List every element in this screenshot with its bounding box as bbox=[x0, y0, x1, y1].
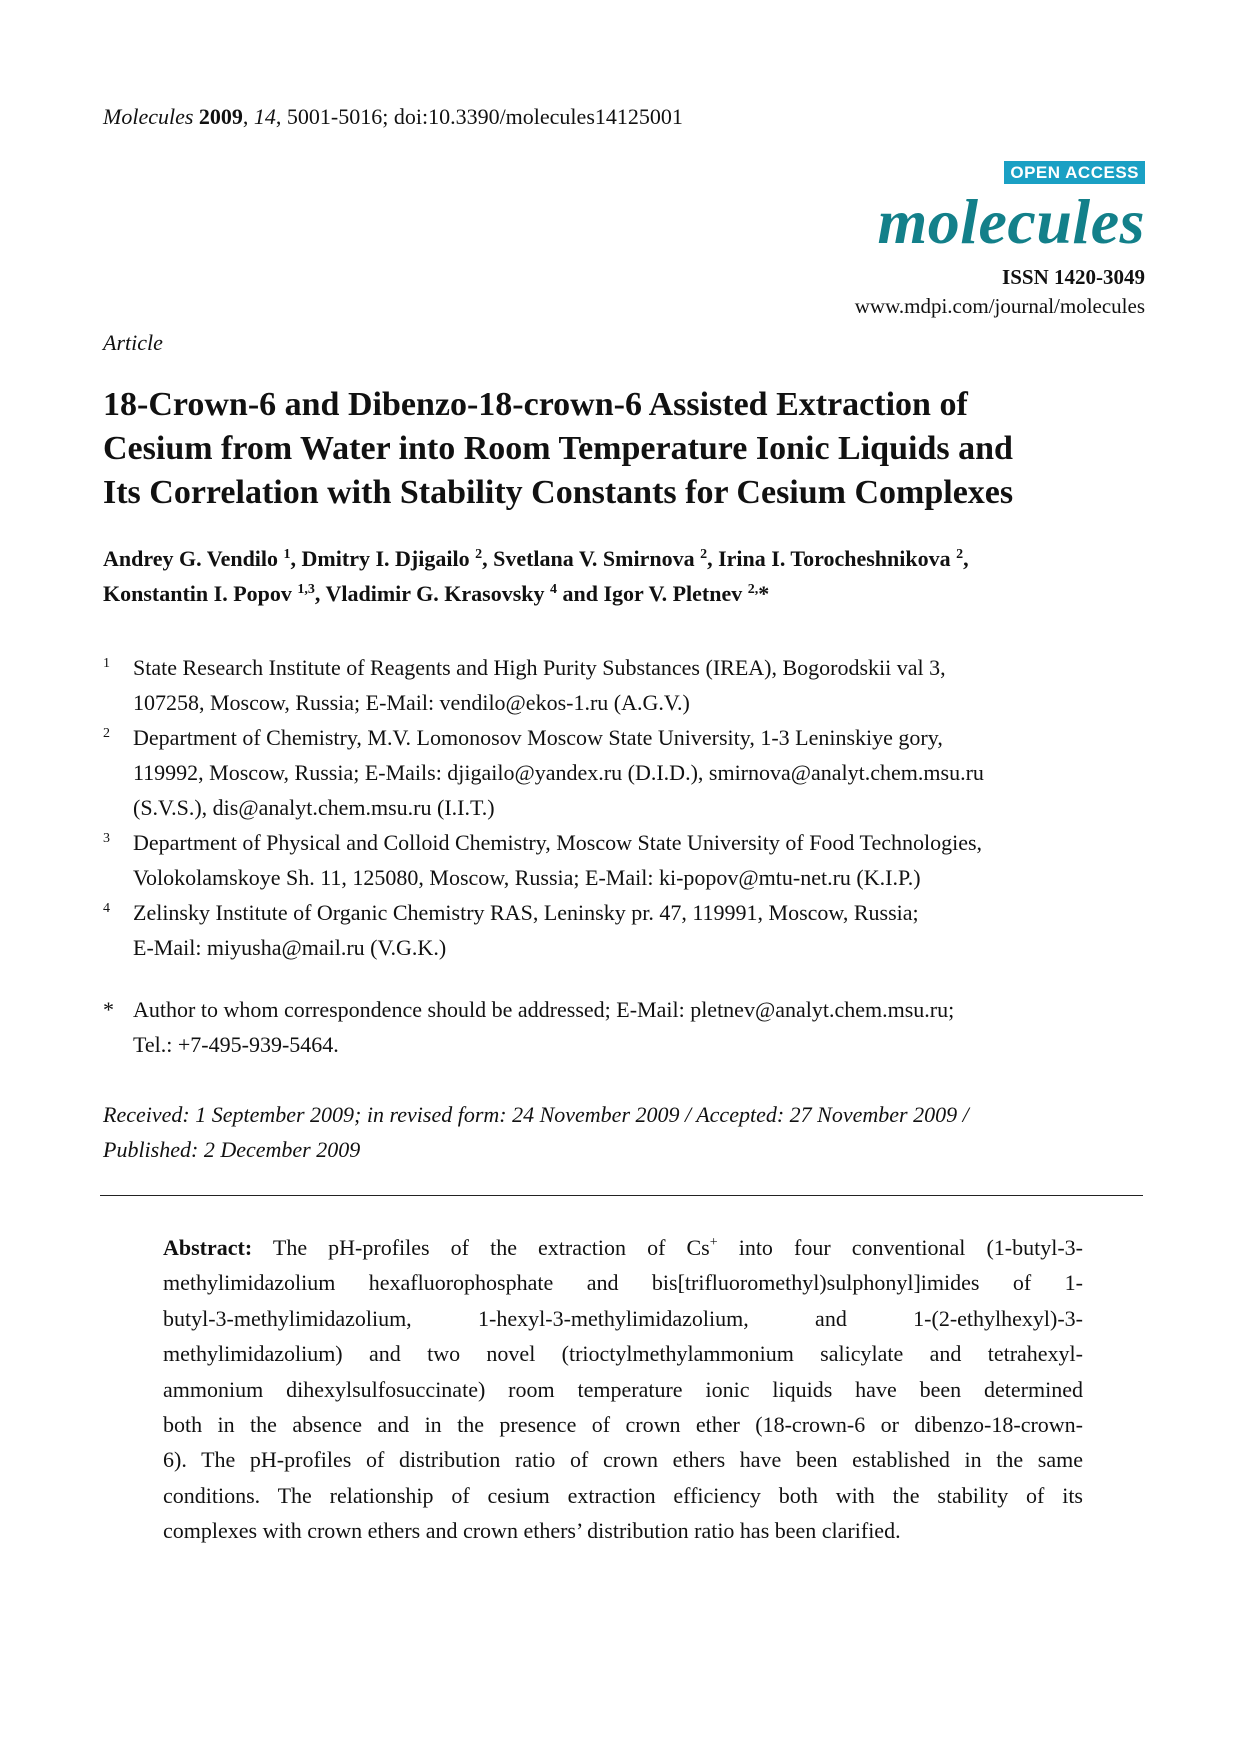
affiliation-line: Department of Physical and Colloid Chemistry, Moscow State University of Food Technologies, bbox=[133, 830, 983, 855]
section-divider bbox=[100, 1195, 1143, 1196]
affiliation-number: 3 bbox=[103, 831, 110, 846]
citation-line: Molecules 2009, 14, 5001-5016; doi:10.3390/molecules14125001 bbox=[103, 104, 683, 129]
affiliation-text bbox=[133, 720, 1143, 825]
author-affiliation-mark: 2 bbox=[475, 547, 483, 562]
abstract-line: butyl-3-methylimidazolium, 1-hexyl-3-methylimidazolium, and 1-(2-ethylhexyl)-3- bbox=[163, 1305, 1083, 1331]
issn: ISSN 1420-3049 bbox=[1002, 265, 1145, 289]
journal-website-link[interactable]: www.mdpi.com/journal/molecules bbox=[854, 294, 1145, 318]
publication-dates bbox=[103, 1097, 1143, 1167]
author-list bbox=[103, 541, 1143, 611]
citation-volume: 14 bbox=[253, 104, 276, 129]
abstract-line: ammonium dihexylsulfosuccinate) room temperature ionic liquids have been determined bbox=[163, 1376, 1083, 1402]
affiliation-number: 2 bbox=[103, 726, 110, 741]
correspondence-mark: * bbox=[103, 997, 114, 1022]
open-access-badge: OPEN ACCESS bbox=[1004, 161, 1145, 184]
author-name: Irina I. Torocheshnikova bbox=[718, 546, 951, 571]
affiliation-4 bbox=[103, 895, 1143, 965]
citation-pages-doi: , 5001-5016; doi:10.3390/molecules14125001 bbox=[275, 104, 683, 129]
affiliation-line: (S.V.S.), dis@analyt.chem.msu.ru (I.I.T.) bbox=[133, 795, 495, 820]
title-line: Its Correlation with Stability Constants for Cesium Complexes bbox=[103, 474, 1014, 511]
abstract-line: methylimidazolium) and two novel (trioctylmethylammonium salicylate and tetrahexyl- bbox=[163, 1341, 1083, 1367]
affiliation-line: 107258, Moscow, Russia; E-Mail: vendilo@ekos-1.ru (A.G.V.) bbox=[133, 690, 690, 715]
affiliation-2 bbox=[103, 720, 1143, 825]
author-name: Svetlana V. Smirnova bbox=[493, 546, 695, 571]
author-line: Andrey G. Vendilo $^1$, Dmitry I. Djigailo $^2$, Svetlana V. Smirnova $^2$, Irina I. Torocheshnikova $^2$, bbox=[103, 546, 969, 571]
author-affiliation-mark: 2 bbox=[956, 547, 964, 562]
dates-line: Received: 1 September 2009; in revised form: 24 November 2009 / Accepted: 27 November 2009 / bbox=[103, 1102, 969, 1127]
dates-line: Published: 2 December 2009 bbox=[103, 1137, 361, 1162]
affiliation-line: Volokolamskoye Sh. 11, 125080, Moscow, Russia; E-Mail: ki-popov@mtu-net.ru (K.I.P.) bbox=[133, 865, 921, 890]
abstract-text: into four conventional (1-butyl-3- bbox=[717, 1235, 1083, 1260]
article-type: Article bbox=[103, 330, 163, 355]
paper-title bbox=[103, 383, 1143, 515]
title-line: 18-Crown-6 and Dibenzo-18-crown-6 Assisted Extraction of bbox=[103, 386, 968, 423]
citation-journal: Molecules bbox=[103, 104, 194, 129]
correspondence-line: Tel.: +7-495-939-5464. bbox=[133, 1032, 339, 1057]
affiliation-line: Zelinsky Institute of Organic Chemistry RAS, Leninsky pr. 47, 119991, Moscow, Russia; bbox=[133, 900, 919, 925]
affiliation-line: 119992, Moscow, Russia; E-Mails: djigailo@yandex.ru (D.I.D.), smirnova@analyt.chem.msu.ru bbox=[133, 760, 984, 785]
affiliation-text bbox=[133, 895, 1143, 965]
abstract-line bbox=[163, 1230, 1083, 1265]
correspondence-text bbox=[133, 992, 1143, 1062]
author-line: Konstantin I. Popov $^{1,3}$, Vladimir G. Krasovsky $^4$ and Igor V. Pletnev $^{2,}$* bbox=[103, 581, 770, 606]
affiliation-line: E-Mail: miyusha@mail.ru (V.G.K.) bbox=[133, 935, 447, 960]
abstract-line: complexes with crown ethers and crown ethers’ distribution ratio has been clarified. bbox=[163, 1518, 901, 1544]
cesium-charge: + bbox=[709, 1235, 718, 1250]
author-name: Dmitry I. Djigailo bbox=[301, 546, 470, 571]
abstract-line: both in the absence and in the presence of crown ether (18-crown-6 or dibenzo-18-crown- bbox=[163, 1412, 1083, 1438]
author-name: Andrey G. Vendilo bbox=[103, 546, 279, 571]
journal-logo: molecules bbox=[877, 186, 1145, 257]
citation-year: 2009 bbox=[198, 104, 243, 129]
correspondence-note bbox=[103, 992, 1143, 1062]
author-name: Igor V. Pletnev bbox=[603, 581, 743, 606]
abstract-line: 6). The pH-profiles of distribution ratio of crown ethers have been established in the same bbox=[163, 1447, 1083, 1473]
affiliation-1 bbox=[103, 650, 1143, 720]
affiliation-3 bbox=[103, 825, 1143, 895]
abstract-line: methylimidazolium hexafluorophosphate and bis[trifluoromethyl)sulphonyl]imides of 1- bbox=[163, 1270, 1083, 1296]
affiliation-line: Department of Chemistry, M.V. Lomonosov Moscow State University, 1-3 Leninskiye gory, bbox=[133, 725, 943, 750]
affiliation-line: State Research Institute of Reagents and High Purity Substances (IREA), Bogorodskii val 3, bbox=[133, 655, 946, 680]
title-line: Cesium from Water into Room Temperature Ionic Liquids and bbox=[103, 430, 1013, 467]
author-affiliation-mark: 1 bbox=[283, 547, 291, 562]
author-conjunction: and bbox=[562, 581, 598, 606]
abstract-text: The pH-profiles of the extraction of Cs bbox=[272, 1235, 710, 1260]
author-affiliation-mark: 1,3 bbox=[297, 582, 315, 597]
abstract-label: Abstract: bbox=[163, 1235, 253, 1260]
abstract bbox=[163, 1230, 1083, 1549]
author-name: Vladimir G. Krasovsky bbox=[325, 581, 545, 606]
abstract-line: conditions. The relationship of cesium extraction efficiency both with the stability of its bbox=[163, 1482, 1083, 1508]
author-name: Konstantin I. Popov bbox=[103, 581, 292, 606]
correspondence-line: Author to whom correspondence should be addressed; E-Mail: pletnev@analyt.chem.msu.ru; bbox=[133, 997, 955, 1022]
affiliation-number: 1 bbox=[103, 656, 110, 671]
affiliation-text bbox=[133, 650, 1143, 720]
author-affiliation-mark: 4 bbox=[550, 582, 558, 597]
affiliation-text bbox=[133, 825, 1143, 895]
affiliation-number: 4 bbox=[103, 901, 110, 916]
author-affiliation-mark: 2 bbox=[700, 547, 708, 562]
author-affiliation-mark: 2, bbox=[747, 582, 759, 597]
corresponding-author-mark: * bbox=[758, 581, 770, 606]
